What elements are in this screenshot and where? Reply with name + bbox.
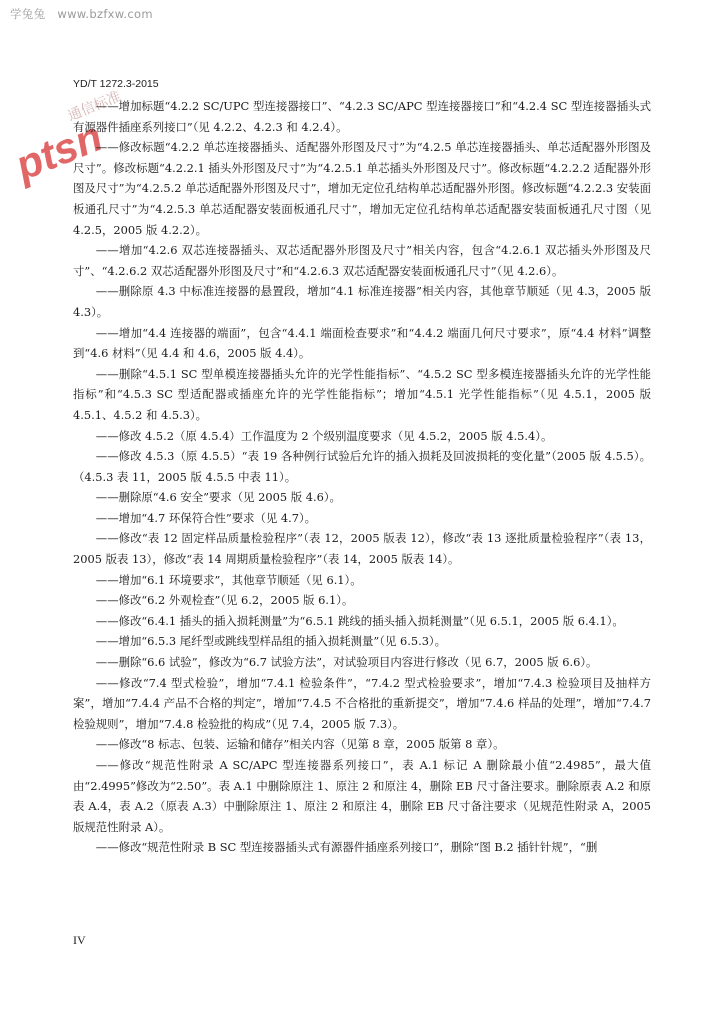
document-id: YD/T 1272.3-2015 [73, 78, 159, 90]
revision-item: ——修改“规范性附录 A SC/APC 型连接器系列接口”，表 A.1 标记 A 删除最小值“2.4985”，最大值由“2.4995”修改为“2.50”。表 A.1 中删除原注 1、原注 2 和原注 4，删除 EB 尺寸备注要求。删除原表 A.2 和原表 A.4，表 A.2（原表 A.3）中删除原注 1、原注 2 和原注 4，删除 EB 尺寸备注要求（见规范性附录 A，2005 版规范性附录 A）。 [73, 758, 651, 834]
revision-item: ——增加“6.5.3 尾纤型或跳线型样品组的插入损耗测量”（见 6.5.3）。 [95, 634, 447, 649]
watermark-chinese: 通信标准 [65, 88, 124, 125]
revision-item: ——修改 4.5.3（原 4.5.5）“表 19 各种例行试验后允许的插入损耗及回波损耗的变化量”（2005 版 4.5.5）。（4.5.3 表 11，2005 版 4.5.5 中表 11）。 [73, 449, 651, 484]
revision-item: ——修改“6.2 外观检查”（见 6.2，2005 版 6.1）。 [95, 593, 354, 608]
revision-item: ——增加“4.4 连接器的端面”，包含“4.4.1 端面检查要求”和“4.4.2 端面几何尺寸要求”，原“4.4 材料”调整到“4.6 材料”（见 4.4 和 4.6，2005 版 4.4）。 [73, 325, 651, 361]
site-name: 学兔兔 [10, 7, 46, 21]
revision-item: ——增加标题“4.2.2 SC/UPC 型连接器接口”、“4.2.3 SC/APC 型连接器接口”和“4.2.4 SC 型连接器插头式有源器件插座系列接口”（见 4.2.2、4.2.3 和 4.2.4）。 [73, 99, 651, 134]
revision-item: ——增加“4.7 环保符合性”要求（见 4.7）。 [95, 510, 317, 525]
revision-item: ——增加“6.1 环境要求”，其他章节顺延（见 6.1）。 [95, 572, 362, 587]
site-url[interactable]: www.bzfxw.com [57, 7, 153, 21]
revision-item: ——删除“6.6 试验”，修改为“6.7 试验方法”，对试验项目内容进行修改（见 6.7，2005 版 6.6）。 [95, 655, 598, 670]
revision-item: ——修改“8 标志、包装、运输和储存”相关内容（见第 8 章，2005 版第 8 章）。 [95, 737, 505, 752]
document-body [73, 96, 651, 858]
revision-item: ——修改“6.4.1 插头的插入损耗测量”为“6.5.1 跳线的插头插入损耗测量”（见 6.5.1，2005 版 6.4.1）。 [95, 613, 624, 628]
watermark-text: ptsn [8, 112, 109, 190]
site-header [10, 6, 153, 22]
revision-item: ——删除“4.5.1 SC 型单模连接器插头允许的光学性能指标”、“4.5.2 SC 型多模连接器插头允许的光学性能指标”和“4.5.3 SC 型适配器或插座允许的光学性能指标”；增加“4.5.1 光学性能指标”（见 4.5.1，2005 版 4.5.1、4.5.2 和 4.5.3）。 [73, 366, 651, 422]
revision-item: ——修改“表 12 固定样品质量检验程序”（表 12，2005 版表 12），修改“表 13 逐批质量检验程序”（表 13，2005 版表 13），修改“表 14 周期质量检验程序”（表 14，2005 版表 14）。 [73, 531, 651, 567]
revision-item: ——修改“规范性附录 B SC 型连接器插头式有源器件插座系列接口”，删除“图 B.2 插针针规”，“删 [95, 840, 598, 855]
revision-item: ——修改 4.5.2（原 4.5.4）工作温度为 2 个级别温度要求（见 4.5.2，2005 版 4.5.4）。 [95, 428, 553, 443]
revision-item: ——修改标题“4.2.2 单芯连接器插头、适配器外形图及尺寸”为“4.2.5 单芯连接器插头、单芯适配器外形图及尺寸”。修改标题“4.2.2.1 插头外形图及尺寸”为“4.2.5.1 单芯插头外形图及尺寸”。修改标题“4.2.2.2 适配器外形图及尺寸”为“4.2.5.2 单芯适配器外形图及尺寸”，增加无定位孔结构单芯适配器外形图。修改标题“4.2.2.3 安装面板通孔尺寸”为“4.2.5.3 单芯适配器安装面板通孔尺寸”，增加无定位孔结构单芯适配器安装面板通孔尺寸图（见 4.2.5，2005 版 4.2.2）。 [73, 140, 651, 237]
revision-item: ——删除原 4.3 中标准连接器的悬置段，增加“4.1 标准连接器”相关内容，其他章节顺延（见 4.3，2005 版 4.3）。 [73, 284, 651, 319]
revision-item: ——增加“4.2.6 双芯连接器插头、双芯适配器外形图及尺寸”相关内容，包含“4.2.6.1 双芯插头外形图及尺寸”、“4.2.6.2 双芯适配器外形图及尺寸”和“4.2.6.3 双芯适配器安装面板通孔尺寸”（见 4.2.6）。 [73, 243, 651, 278]
revision-item: ——修改“7.4 型式检验”，增加“7.4.1 检验条件”，“7.4.2 型式检验要求”，增加“7.4.3 检验项目及抽样方案”，增加“7.4.4 产品不合格的判定”，增加“7.4.5 不合格批的重新提交”，增加“7.4.6 样品的处理”，增加“7.4.7 检验规则”，增加“7.4.8 检验批的构成”（见 7.4，2005 版 7.3）。 [73, 675, 651, 731]
page-number: IV [73, 933, 86, 947]
revision-item: ——删除原“4.6 安全”要求（见 2005 版 4.6）。 [95, 490, 341, 505]
